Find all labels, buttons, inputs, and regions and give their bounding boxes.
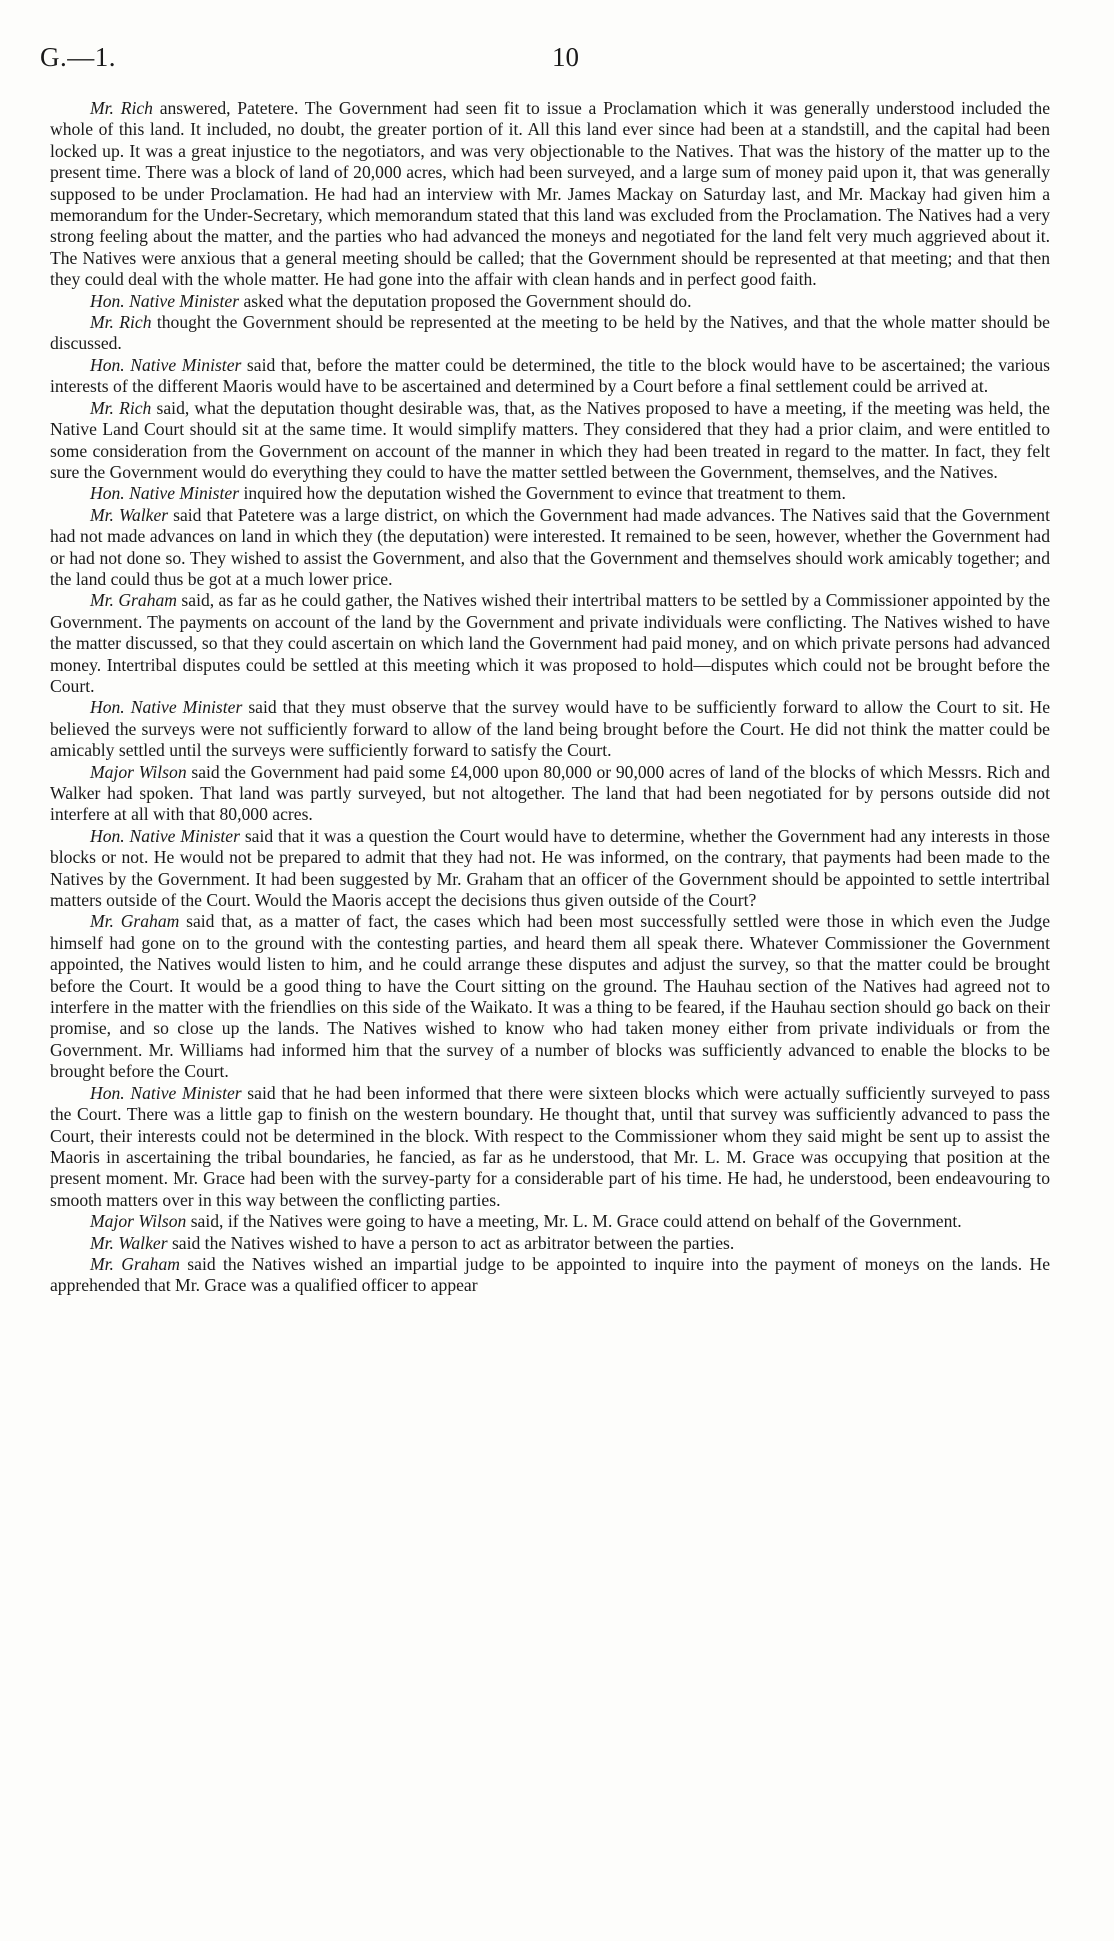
- paragraph: [50, 483, 1050, 504]
- speaker-name: Hon. Native Minister: [90, 354, 242, 375]
- paragraph-text: said that, before the matter could be determined, the title to the block would have to be ascertained; the various interests of the different Maoris would have to be ascertained and determined by a Court before a final settlement could be arrived at.: [50, 354, 1050, 397]
- paragraph-text: said, if the Natives were going to have a meeting, Mr. L. M. Grace could attend on behalf of the Government.: [186, 1211, 962, 1232]
- paragraph: [50, 826, 1050, 912]
- paragraph: [50, 1083, 1050, 1211]
- paragraph: [50, 1211, 1050, 1232]
- paragraph: [50, 98, 1050, 291]
- paragraph: [50, 590, 1050, 697]
- page-number: 10: [552, 42, 579, 72]
- minutes-body: [50, 98, 1050, 1297]
- speaker-name: Mr. Walker: [90, 1232, 168, 1253]
- paragraph-text: said that it was a question the Court would have to determine, whether the Government had any interests in those blocks or not. He would not be prepared to admit that they had not. He was informed, on the contrary, that payments had been made to the Natives by the Government. It had been suggested by Mr. Graham that an officer of the Government should be appointed to settle intertribal matters outside of the Court. Would the Maoris accept the decisions thus given outside of the Court?: [50, 825, 1050, 911]
- paragraph: [50, 505, 1050, 591]
- paragraph: [50, 355, 1050, 398]
- paragraph-text: said the Government had paid some £4,000 upon 80,000 or 90,000 acres of land of the blocks of which Messrs. Rich and Walker had spoken. That land was partly surveyed, but not altogether. The land that had been negotiated for by persons outside did not interfere at all with that 80,000 acres.: [50, 761, 1050, 825]
- paragraph-text: thought the Government should be represented at the meeting to be held by the Natives, and that the whole matter should be discussed.: [50, 312, 1050, 354]
- speaker-name: Mr. Rich: [90, 312, 152, 333]
- paragraph: [50, 1254, 1050, 1297]
- paragraph-text: answered, Patetere. The Government had seen fit to issue a Proclamation which it was generally understood included the whole of this land. It included, no doubt, the greater portion of it. All this land ever since had been at a standstill, and the capital had been locked up. It was a great injustice to the negotiators, and was very objectionable to the Natives. That was the history of the matter up to the present time. There was a block of land of 20,000 acres, which had been surveyed, and a large sum of money paid upon it, that was generally supposed to be under Proclamation. He had had an interview with Mr. James Mackay on Saturday last, and Mr. Mackay had given him a memorandum for the Under-Secretary, which memorandum stated that this land was excluded from the Proclamation. The Natives had a very strong feeling about the matter, and the parties who had advanced the moneys and negotiated for the land felt very much aggrieved about it. The Natives were anxious that a general meeting should be called; that the Government should be represented at that meeting; and that then they could deal with the whole matter. He had gone into the affair with clean hands and in perfect good faith.: [50, 98, 1051, 290]
- paragraph-text: said, what the deputation thought desirable was, that, as the Natives proposed to have a meeting, if the meeting was held, the Native Land Court should sit at the same time. It would simplify matters. They considered that they had a prior claim, and were entitled to some consideration from the Government on account of the manner in which they had been treated in regard to the matter. In fact, they felt sure the Government would do everything they could to have the matter settled between the Government, themselves, and the Natives.: [50, 397, 1050, 482]
- paragraph: [50, 291, 1050, 312]
- paragraph-text: said that, as a matter of fact, the cases which had been most successfully settled were those in which even the Judge himself had gone on to the ground with the contesting parties, and heard them all speak there. Whatever Commissioner the Government appointed, the Natives would listen to him, and he could arrange these disputes and adjust the survey, so that the matter could be brought before the Court. It would be a good thing to have the Court sitting on the ground. The Hauhau section of the Natives had agreed not to interfere in the matter with the friendlies on this side of the Waikato. It was a thing to be feared, if the Hauhau section should go back on their promise, and so close up the lands. The Natives wished to know who had taken money either from private individuals or from the Government. Mr. Williams had informed him that the survey of a number of blocks was sufficiently advanced to enable the blocks to be brought before the Court.: [50, 911, 1050, 1082]
- paragraph: [50, 312, 1050, 355]
- speaker-name: Hon. Native Minister: [90, 483, 240, 504]
- speaker-name: Major Wilson: [90, 761, 187, 782]
- speaker-name: Hon. Native Minister: [90, 697, 243, 718]
- paragraph-text: asked what the deputation proposed the Government should do.: [239, 290, 692, 311]
- paragraph: [50, 762, 1050, 826]
- speaker-name: Mr. Graham: [90, 911, 180, 932]
- speaker-name: Mr. Rich: [90, 397, 152, 418]
- speaker-name: Mr. Walker: [90, 504, 169, 525]
- speaker-name: Mr. Rich: [90, 98, 153, 118]
- page-header: [32, 30, 1054, 70]
- paragraph-text: said that he had been informed that there were sixteen blocks which were actually sufficiently surveyed to pass the Court. There was a little gap to finish on the western boundary. He thought that, until that survey was sufficiently advanced to pass the Court, their interests could not be determined in the block. With respect to the Commissioner whom they said might be sent up to assist the Maoris in ascertaining the tribal boundaries, he fancied, as far as he understood, that Mr. L. M. Grace was occupying that position at the present moment. Mr. Grace had been with the survey-party for a considerable part of his time. He had, he understood, been endeavouring to smooth matters over in this way between the conflicting parties.: [50, 1082, 1050, 1210]
- speaker-name: Hon. Native Minister: [90, 290, 240, 311]
- paper-reference: G.—1.: [40, 42, 116, 72]
- paragraph-text: said the Natives wished to have a person to act as arbitrator between the parties.: [167, 1232, 735, 1253]
- paragraph-text: inquired how the deputation wished the Government to evince that treatment to them.: [239, 483, 846, 504]
- paragraph: [50, 1233, 1050, 1254]
- paragraph-text: said that Patetere was a large district, on which the Government had made advances. The Natives said that the Government had not made advances on land in which they (the deputation) were interested. It remained to be seen, however, whether the Government had or had not done so. They wished to assist the Government, and also that the Government and themselves should work amicably together; and the land could thus be got at a much lower price.: [50, 504, 1050, 589]
- speaker-name: Major Wilson: [90, 1211, 187, 1232]
- paragraph-text: said the Natives wished an impartial judge to be appointed to inquire into the payment of moneys on the lands. He apprehended that Mr. Grace was a qualified officer to appear: [50, 1253, 1051, 1296]
- speaker-name: Hon. Native Minister: [90, 825, 240, 846]
- paragraph: [50, 398, 1050, 484]
- speaker-name: Hon. Native Minister: [90, 1082, 242, 1103]
- speaker-name: Mr. Graham: [90, 590, 178, 611]
- paragraph-text: said, as far as he could gather, the Natives wished their intertribal matters to be settled by a Commissioner appointed by the Government. The payments on account of the land by the Government and private individuals were conflicting. The Natives wished to have the matter discussed, so that they could ascertain on which land the Government had paid money, and on which private persons had advanced money. Intertribal disputes could be settled at this meeting which it was proposed to hold—disputes which could not be brought before the Court.: [50, 590, 1051, 696]
- paragraph: [50, 911, 1050, 1082]
- speaker-name: Mr. Graham: [90, 1253, 180, 1274]
- paragraph-text: said that they must observe that the survey would have to be sufficiently forward to allow the Court to sit. He believed the surveys were not sufficiently forward to allow of the land being brought before the Court. He did not think the matter could be amicably settled until the surveys were sufficiently forward to satisfy the Court.: [50, 697, 1051, 761]
- paragraph: [50, 697, 1050, 761]
